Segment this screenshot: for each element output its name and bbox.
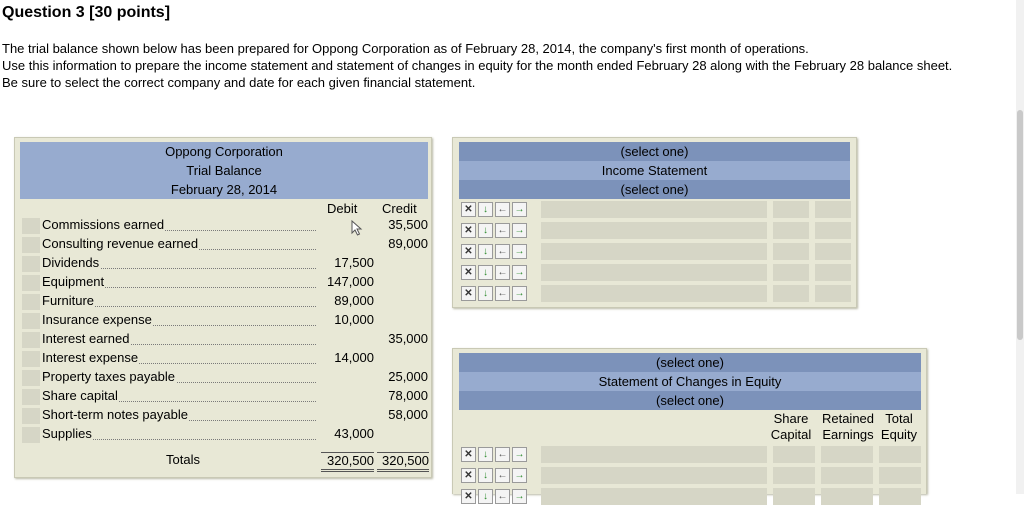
line-item-input[interactable] xyxy=(541,201,767,218)
insert-row-icon[interactable]: ↓ xyxy=(478,489,493,504)
row-marker xyxy=(22,427,40,443)
retained-earnings-header-line-1: Retained xyxy=(821,411,875,426)
insert-row-icon[interactable]: ↓ xyxy=(478,468,493,483)
credit-amount: 35,000 xyxy=(388,331,428,346)
line-item-input[interactable] xyxy=(541,467,767,484)
account-label: Commissions earned xyxy=(42,217,316,234)
debit-amount: 17,500 xyxy=(334,255,374,270)
insert-row-icon[interactable]: ↓ xyxy=(478,223,493,238)
row-marker xyxy=(22,294,40,310)
row-marker xyxy=(22,313,40,329)
trial-balance-row xyxy=(20,235,430,254)
total-input[interactable] xyxy=(815,285,851,302)
row-marker xyxy=(22,256,40,272)
equity-date-select[interactable]: (select one) xyxy=(459,391,921,410)
delete-row-icon[interactable]: ✕ xyxy=(461,468,476,483)
total-equity-input[interactable] xyxy=(879,446,921,463)
instruction-line-1: The trial balance shown below has been prepared for Oppong Corporation as of February 28, 2014, the company's first month of operations. xyxy=(2,41,809,56)
trial-balance-row xyxy=(20,349,430,368)
trial-balance-row xyxy=(20,425,430,444)
total-equity-header-line-1: Total xyxy=(885,411,913,426)
account-label: Share capital xyxy=(42,388,316,405)
trial-balance-row xyxy=(20,368,430,387)
account-label: Insurance expense xyxy=(42,312,316,329)
insert-row-icon[interactable]: ↓ xyxy=(478,286,493,301)
row-marker xyxy=(22,332,40,348)
retained-earnings-input[interactable] xyxy=(821,488,873,505)
debit-amount: 89,000 xyxy=(334,293,374,308)
outdent-icon[interactable]: ← xyxy=(495,489,510,504)
row-marker xyxy=(22,218,40,234)
credit-amount: 58,000 xyxy=(388,407,428,422)
indent-icon[interactable]: → xyxy=(512,223,527,238)
debit-amount: 43,000 xyxy=(334,426,374,441)
credit-amount: 89,000 xyxy=(388,236,428,251)
trial-balance-title: Trial Balance xyxy=(186,163,262,178)
retained-earnings-column-header xyxy=(819,411,877,443)
line-item-input[interactable] xyxy=(541,222,767,239)
insert-row-icon[interactable]: ↓ xyxy=(478,202,493,217)
account-label: Short-term notes payable xyxy=(42,407,316,424)
total-input[interactable] xyxy=(815,243,851,260)
account-label: Interest earned xyxy=(42,331,316,348)
total-debit: 320,500 xyxy=(321,452,374,472)
amount-input[interactable] xyxy=(773,222,809,239)
share-capital-input[interactable] xyxy=(773,488,815,505)
income-statement-title: Income Statement xyxy=(459,161,850,180)
share-capital-header-line-2: Capital xyxy=(770,427,812,442)
line-item-input[interactable] xyxy=(541,488,767,505)
trial-balance-row xyxy=(20,216,430,235)
retained-earnings-input[interactable] xyxy=(821,467,873,484)
share-capital-header-line-1: Share xyxy=(773,411,809,426)
account-label: Interest expense xyxy=(42,350,316,367)
total-equity-column-header xyxy=(879,411,919,443)
indent-icon[interactable]: → xyxy=(512,447,527,462)
outdent-icon[interactable]: ← xyxy=(495,202,510,217)
delete-row-icon[interactable]: ✕ xyxy=(461,202,476,217)
share-capital-input[interactable] xyxy=(773,467,815,484)
scrollbar-thumb[interactable] xyxy=(1017,110,1023,340)
debit-amount: 10,000 xyxy=(334,312,374,327)
delete-row-icon[interactable]: ✕ xyxy=(461,447,476,462)
insert-row-icon[interactable]: ↓ xyxy=(478,447,493,462)
indent-icon[interactable]: → xyxy=(512,468,527,483)
equity-company-select[interactable]: (select one) xyxy=(459,353,921,372)
trial-balance-row xyxy=(20,406,430,425)
credit-amount: 25,000 xyxy=(388,369,428,384)
delete-row-icon[interactable]: ✕ xyxy=(461,489,476,504)
account-label: Supplies xyxy=(42,426,316,443)
account-label: Property taxes payable xyxy=(42,369,316,386)
indent-icon[interactable]: → xyxy=(512,489,527,504)
question-title: Question 3 [30 points] xyxy=(2,4,171,21)
trial-balance-row xyxy=(20,311,430,330)
outdent-icon[interactable]: ← xyxy=(495,265,510,280)
account-label: Furniture xyxy=(42,293,316,310)
insert-row-icon[interactable]: ↓ xyxy=(478,244,493,259)
retained-earnings-header-line-2: Earnings xyxy=(822,427,874,442)
delete-row-icon[interactable]: ✕ xyxy=(461,286,476,301)
debit-amount: 14,000 xyxy=(334,350,374,365)
amount-input[interactable] xyxy=(773,201,809,218)
trial-balance-row xyxy=(20,387,430,406)
total-input[interactable] xyxy=(815,201,851,218)
vertical-scrollbar[interactable] xyxy=(1016,0,1024,494)
row-marker xyxy=(22,389,40,405)
trial-balance-date: February 28, 2014 xyxy=(170,182,278,197)
delete-row-icon[interactable]: ✕ xyxy=(461,265,476,280)
account-label: Equipment xyxy=(42,274,316,291)
total-credit: 320,500 xyxy=(377,452,429,472)
row-marker xyxy=(22,370,40,386)
instruction-line-3: Be sure to select the correct company and date for each given financial statement. xyxy=(2,75,476,90)
total-equity-header-line-2: Equity xyxy=(880,427,918,442)
equity-statement-title: Statement of Changes in Equity xyxy=(459,372,921,391)
trial-balance-row xyxy=(20,273,430,292)
totals-label: Totals xyxy=(166,452,200,467)
total-input[interactable] xyxy=(815,222,851,239)
share-capital-input[interactable] xyxy=(773,446,815,463)
amount-input[interactable] xyxy=(773,243,809,260)
outdent-icon[interactable]: ← xyxy=(495,244,510,259)
indent-icon[interactable]: → xyxy=(512,286,527,301)
amount-input[interactable] xyxy=(773,285,809,302)
outdent-icon[interactable]: ← xyxy=(495,447,510,462)
indent-icon[interactable]: → xyxy=(512,244,527,259)
row-marker xyxy=(22,408,40,424)
trial-balance-row xyxy=(20,292,430,311)
debit-column-header: Debit xyxy=(327,201,358,216)
income-statement-panel xyxy=(452,137,857,308)
line-item-input[interactable] xyxy=(541,243,767,260)
mouse-cursor-icon xyxy=(351,220,363,237)
income-date-select[interactable]: (select one) xyxy=(459,180,850,199)
trial-balance-header xyxy=(20,142,428,199)
insert-row-icon[interactable]: ↓ xyxy=(478,265,493,280)
indent-icon[interactable]: → xyxy=(512,265,527,280)
instructions xyxy=(2,40,1002,91)
outdent-icon[interactable]: ← xyxy=(495,468,510,483)
equity-statement-panel xyxy=(452,348,927,502)
retained-earnings-input[interactable] xyxy=(821,446,873,463)
total-input[interactable] xyxy=(815,264,851,281)
total-equity-input[interactable] xyxy=(879,488,921,505)
instruction-line-2: Use this information to prepare the income statement and statement of changes in equity for the month ended February 28 along with the February 28 balance sheet. xyxy=(2,58,953,73)
share-capital-column-header xyxy=(769,411,813,443)
amount-input[interactable] xyxy=(773,264,809,281)
total-equity-input[interactable] xyxy=(879,467,921,484)
credit-amount: 35,500 xyxy=(388,217,428,232)
row-marker xyxy=(22,275,40,291)
row-marker xyxy=(22,237,40,253)
delete-row-icon[interactable]: ✕ xyxy=(461,223,476,238)
account-label: Consulting revenue earned xyxy=(42,236,316,253)
delete-row-icon[interactable]: ✕ xyxy=(461,244,476,259)
outdent-icon[interactable]: ← xyxy=(495,223,510,238)
trial-balance-panel xyxy=(14,137,432,478)
line-item-input[interactable] xyxy=(541,446,767,463)
line-item-input[interactable] xyxy=(541,264,767,281)
credit-amount: 78,000 xyxy=(388,388,428,403)
credit-column-header: Credit xyxy=(382,201,417,216)
debit-amount: 147,000 xyxy=(327,274,374,289)
trial-balance-company: Oppong Corporation xyxy=(165,144,283,159)
line-item-input[interactable] xyxy=(541,285,767,302)
outdent-icon[interactable]: ← xyxy=(495,286,510,301)
totals-row xyxy=(20,450,430,472)
income-company-select[interactable]: (select one) xyxy=(459,142,850,161)
account-label: Dividends xyxy=(42,255,316,272)
indent-icon[interactable]: → xyxy=(512,202,527,217)
row-marker xyxy=(22,351,40,367)
trial-balance-row xyxy=(20,330,430,349)
trial-balance-row xyxy=(20,254,430,273)
